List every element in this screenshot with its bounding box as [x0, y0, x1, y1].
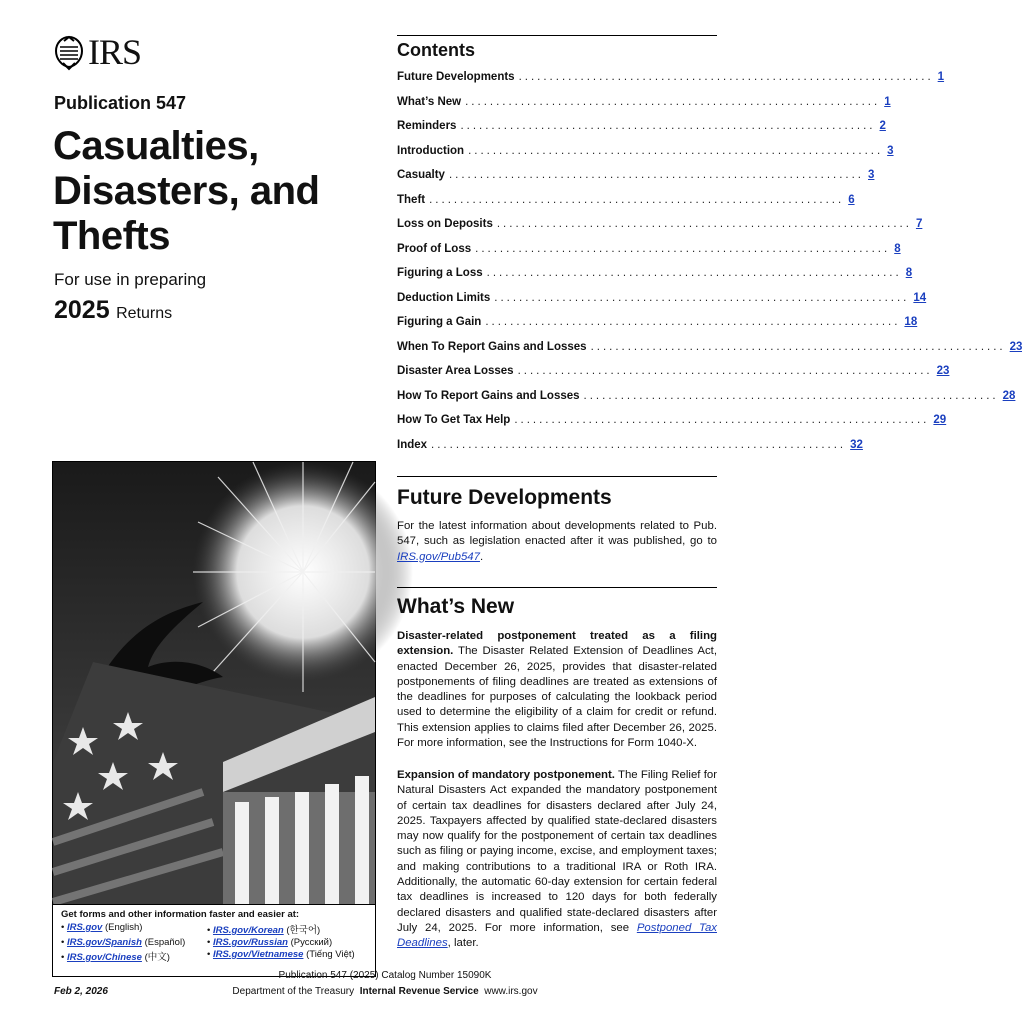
toc-entry[interactable]	[397, 267, 913, 292]
irs-eagle-icon	[52, 33, 86, 71]
publication-number: Publication 547	[54, 93, 187, 113]
get-forms-item: • IRS.gov/Russian (Русский)	[207, 937, 333, 948]
toc-page-link[interactable]: 28	[1002, 389, 1016, 402]
toc-page-link[interactable]: 18	[904, 316, 918, 328]
future-developments-text	[397, 519, 717, 565]
toc-page-link[interactable]: 6	[848, 193, 855, 206]
toc-page-link[interactable]: 32	[850, 438, 863, 451]
title-line: Thefts	[53, 214, 170, 258]
title-line: Casualties,	[53, 124, 259, 168]
department-line	[0, 986, 770, 997]
whats-new-paragraph-2	[397, 768, 717, 952]
department-name: Department of the Treasury	[232, 986, 355, 997]
toc-entry[interactable]	[397, 242, 901, 268]
toc-page-link[interactable]: 8	[894, 242, 901, 255]
irs-russian-link[interactable]: IRS.gov/Russian	[212, 937, 288, 948]
get-forms-item: • IRS.gov/Vietnamese (Tiếng Việt)	[207, 949, 355, 960]
postponed-deadlines-link[interactable]: Postponed Tax Deadlines	[397, 921, 717, 950]
irs-logo-text: IRS	[88, 32, 142, 72]
get-forms-item: • IRS.gov (English)	[61, 922, 143, 933]
title-line: Disasters, and	[53, 169, 320, 213]
toc-label: How To Report Gains and Losses	[397, 389, 580, 402]
whats-new-heading: What’s New	[397, 595, 515, 618]
toc-leader: ...................................................................	[517, 365, 933, 377]
toc-label: Proof of Loss	[397, 242, 472, 255]
toc-label: Introduction	[397, 144, 465, 157]
toc-label: Index	[397, 438, 428, 451]
toc-page-link[interactable]: 23	[936, 365, 950, 377]
agency-name: Internal Revenue Service	[359, 986, 479, 997]
toc-entry[interactable]	[397, 95, 891, 121]
toc-label: When To Report Gains and Losses	[397, 340, 587, 353]
fireworks-capitol-image	[53, 462, 375, 904]
toc-label: How To Get Tax Help	[397, 414, 511, 426]
language-label: (中文)	[144, 952, 170, 963]
toc-entry[interactable]	[397, 365, 950, 390]
toc-entry[interactable]	[397, 316, 918, 341]
toc-label: Future Developments	[397, 71, 515, 83]
cover-illustration	[52, 461, 376, 977]
catalog-number: Publication 547 (2025) Catalog Number 15090K	[278, 970, 492, 981]
toc-label: Figuring a Gain	[397, 316, 482, 328]
page-title	[53, 124, 319, 259]
paragraph-lead: Expansion of mandatory postponement.	[397, 769, 615, 781]
divider	[397, 476, 717, 477]
toc-page-link[interactable]: 3	[887, 144, 894, 157]
toc-leader: ...................................................................	[475, 242, 891, 255]
toc-entry[interactable]	[397, 193, 855, 219]
toc-page-link[interactable]: 8	[905, 267, 913, 279]
future-developments-heading: Future Developments	[397, 486, 612, 509]
toc-page-link[interactable]: 7	[915, 218, 923, 230]
get-forms-item: • IRS.gov/Korean (한국어)	[207, 925, 321, 936]
toc-leader: ...................................................................	[485, 316, 901, 328]
toc-leader: ...................................................................	[429, 193, 845, 206]
toc-entry[interactable]	[397, 340, 1022, 366]
get-forms-item: • IRS.gov/Spanish (Español)	[61, 937, 186, 948]
publication-date: Feb 2, 2026	[54, 986, 108, 997]
toc-label: Loss on Deposits	[397, 218, 493, 230]
whats-new-paragraph-1	[397, 629, 717, 751]
toc-leader: ...................................................................	[590, 340, 1006, 353]
toc-page-link[interactable]: 3	[868, 169, 875, 181]
irs-vietnamese-link[interactable]: IRS.gov/Vietnamese	[212, 949, 304, 960]
toc-label: Casualty	[397, 169, 445, 181]
language-label: (한국어)	[286, 925, 321, 936]
language-label: (English)	[104, 922, 143, 933]
toc-page-link[interactable]: 14	[913, 291, 927, 304]
irs-korean-link[interactable]: IRS.gov/Korean	[212, 925, 284, 936]
toc-entry[interactable]	[397, 169, 875, 194]
toc-leader: ...................................................................	[514, 414, 930, 426]
toc-page-link[interactable]: 1	[884, 95, 891, 108]
toc-page-link[interactable]: 1	[937, 71, 945, 83]
toc-entry[interactable]	[397, 438, 863, 464]
for-use-text: For use in preparing	[54, 270, 207, 289]
pub547-link[interactable]: IRS.gov/Pub547	[397, 550, 480, 563]
toc-leader: ...................................................................	[465, 95, 881, 108]
irs-spanish-link[interactable]: IRS.gov/Spanish	[66, 937, 142, 948]
returns-label: Returns	[116, 305, 173, 322]
tax-year-number: 2025	[54, 296, 110, 324]
toc-entry[interactable]	[397, 71, 945, 96]
get-forms-box	[53, 904, 375, 976]
future-text-end: .	[479, 550, 484, 563]
get-forms-item: • IRS.gov/Chinese (中文)	[61, 952, 170, 963]
irs-logo	[52, 33, 141, 71]
toc-page-link[interactable]: 23	[1009, 340, 1022, 353]
contents-heading: Contents	[397, 40, 475, 60]
toc-leader: ...................................................................	[431, 438, 847, 451]
toc-entry[interactable]	[397, 414, 947, 439]
future-text: For the latest information about developments related to Pub. 547, such as legislation enacted after it was published, go to	[397, 520, 717, 548]
table-of-contents	[397, 71, 1022, 463]
toc-label: Deduction Limits	[397, 291, 491, 304]
toc-label: Theft	[397, 193, 426, 206]
toc-page-link[interactable]: 2	[879, 120, 886, 132]
toc-leader: ...................................................................	[448, 169, 865, 181]
toc-entry[interactable]	[397, 291, 927, 317]
paragraph-body: The Filing Relief for Natural Disasters Act expanded the mandatory postponement of certain tax deadlines for disasters declared after July 24, 2025. Taxpayers affected by qualified state-declared disasters may now qualify for the postponement of certain tax deadlines such as filing or paying income, excise, and employment taxes; and making contributions to a traditional IRA or Roth IRA. Additionally, the automatic 60-day extension for certain federal tax deadlines is increased to 120 days for both federally declared disasters and qualified state-declared disasters after July 24, 2025. For more information, see	[397, 769, 717, 934]
toc-label: Reminders	[397, 120, 457, 132]
paragraph-lead: Disaster-related postponement treated as a filing extension.	[397, 630, 717, 658]
toc-leader: ...................................................................	[496, 218, 912, 230]
paragraph-end: , later.	[447, 937, 479, 950]
get-forms-heading: Get forms and other information faster and easier at:	[61, 909, 300, 920]
toc-leader: ...................................................................	[518, 71, 934, 83]
toc-entry[interactable]	[397, 144, 894, 170]
language-label: (Русский)	[290, 937, 333, 948]
tax-year	[54, 296, 172, 325]
paragraph-body: The Disaster Related Extension of Deadlines Act, enacted December 26, 2025, provides that disaster-related postponements of filing deadlines are treated as extensions of the deadlines for purposes of calculating the lookback period used to determine the eligibility of a claim for credit or refund. This extension applies to claims filed after December 26, 2025. For more information, see the Instructions for Form 1040-X.	[397, 645, 717, 750]
toc-label: Figuring a Loss	[397, 267, 483, 279]
toc-entry[interactable]	[397, 218, 923, 243]
toc-entry[interactable]	[397, 389, 1016, 415]
toc-leader: ...................................................................	[494, 291, 910, 304]
toc-label: What’s New	[397, 95, 462, 108]
website[interactable]: www.irs.gov	[484, 986, 538, 997]
language-label: (Español)	[144, 937, 186, 948]
irs-gov-link[interactable]: IRS.gov	[66, 922, 103, 933]
divider	[397, 35, 717, 36]
irs-chinese-link[interactable]: IRS.gov/Chinese	[66, 952, 142, 963]
toc-label: Disaster Area Losses	[397, 365, 514, 377]
divider	[397, 587, 717, 588]
toc-leader: ...................................................................	[460, 120, 876, 132]
toc-leader: ...................................................................	[468, 144, 884, 157]
toc-leader: ...................................................................	[583, 389, 999, 402]
toc-leader: ...................................................................	[486, 267, 902, 279]
toc-entry[interactable]	[397, 120, 886, 145]
toc-page-link[interactable]: 29	[933, 414, 947, 426]
language-label: (Tiếng Việt)	[306, 949, 355, 960]
